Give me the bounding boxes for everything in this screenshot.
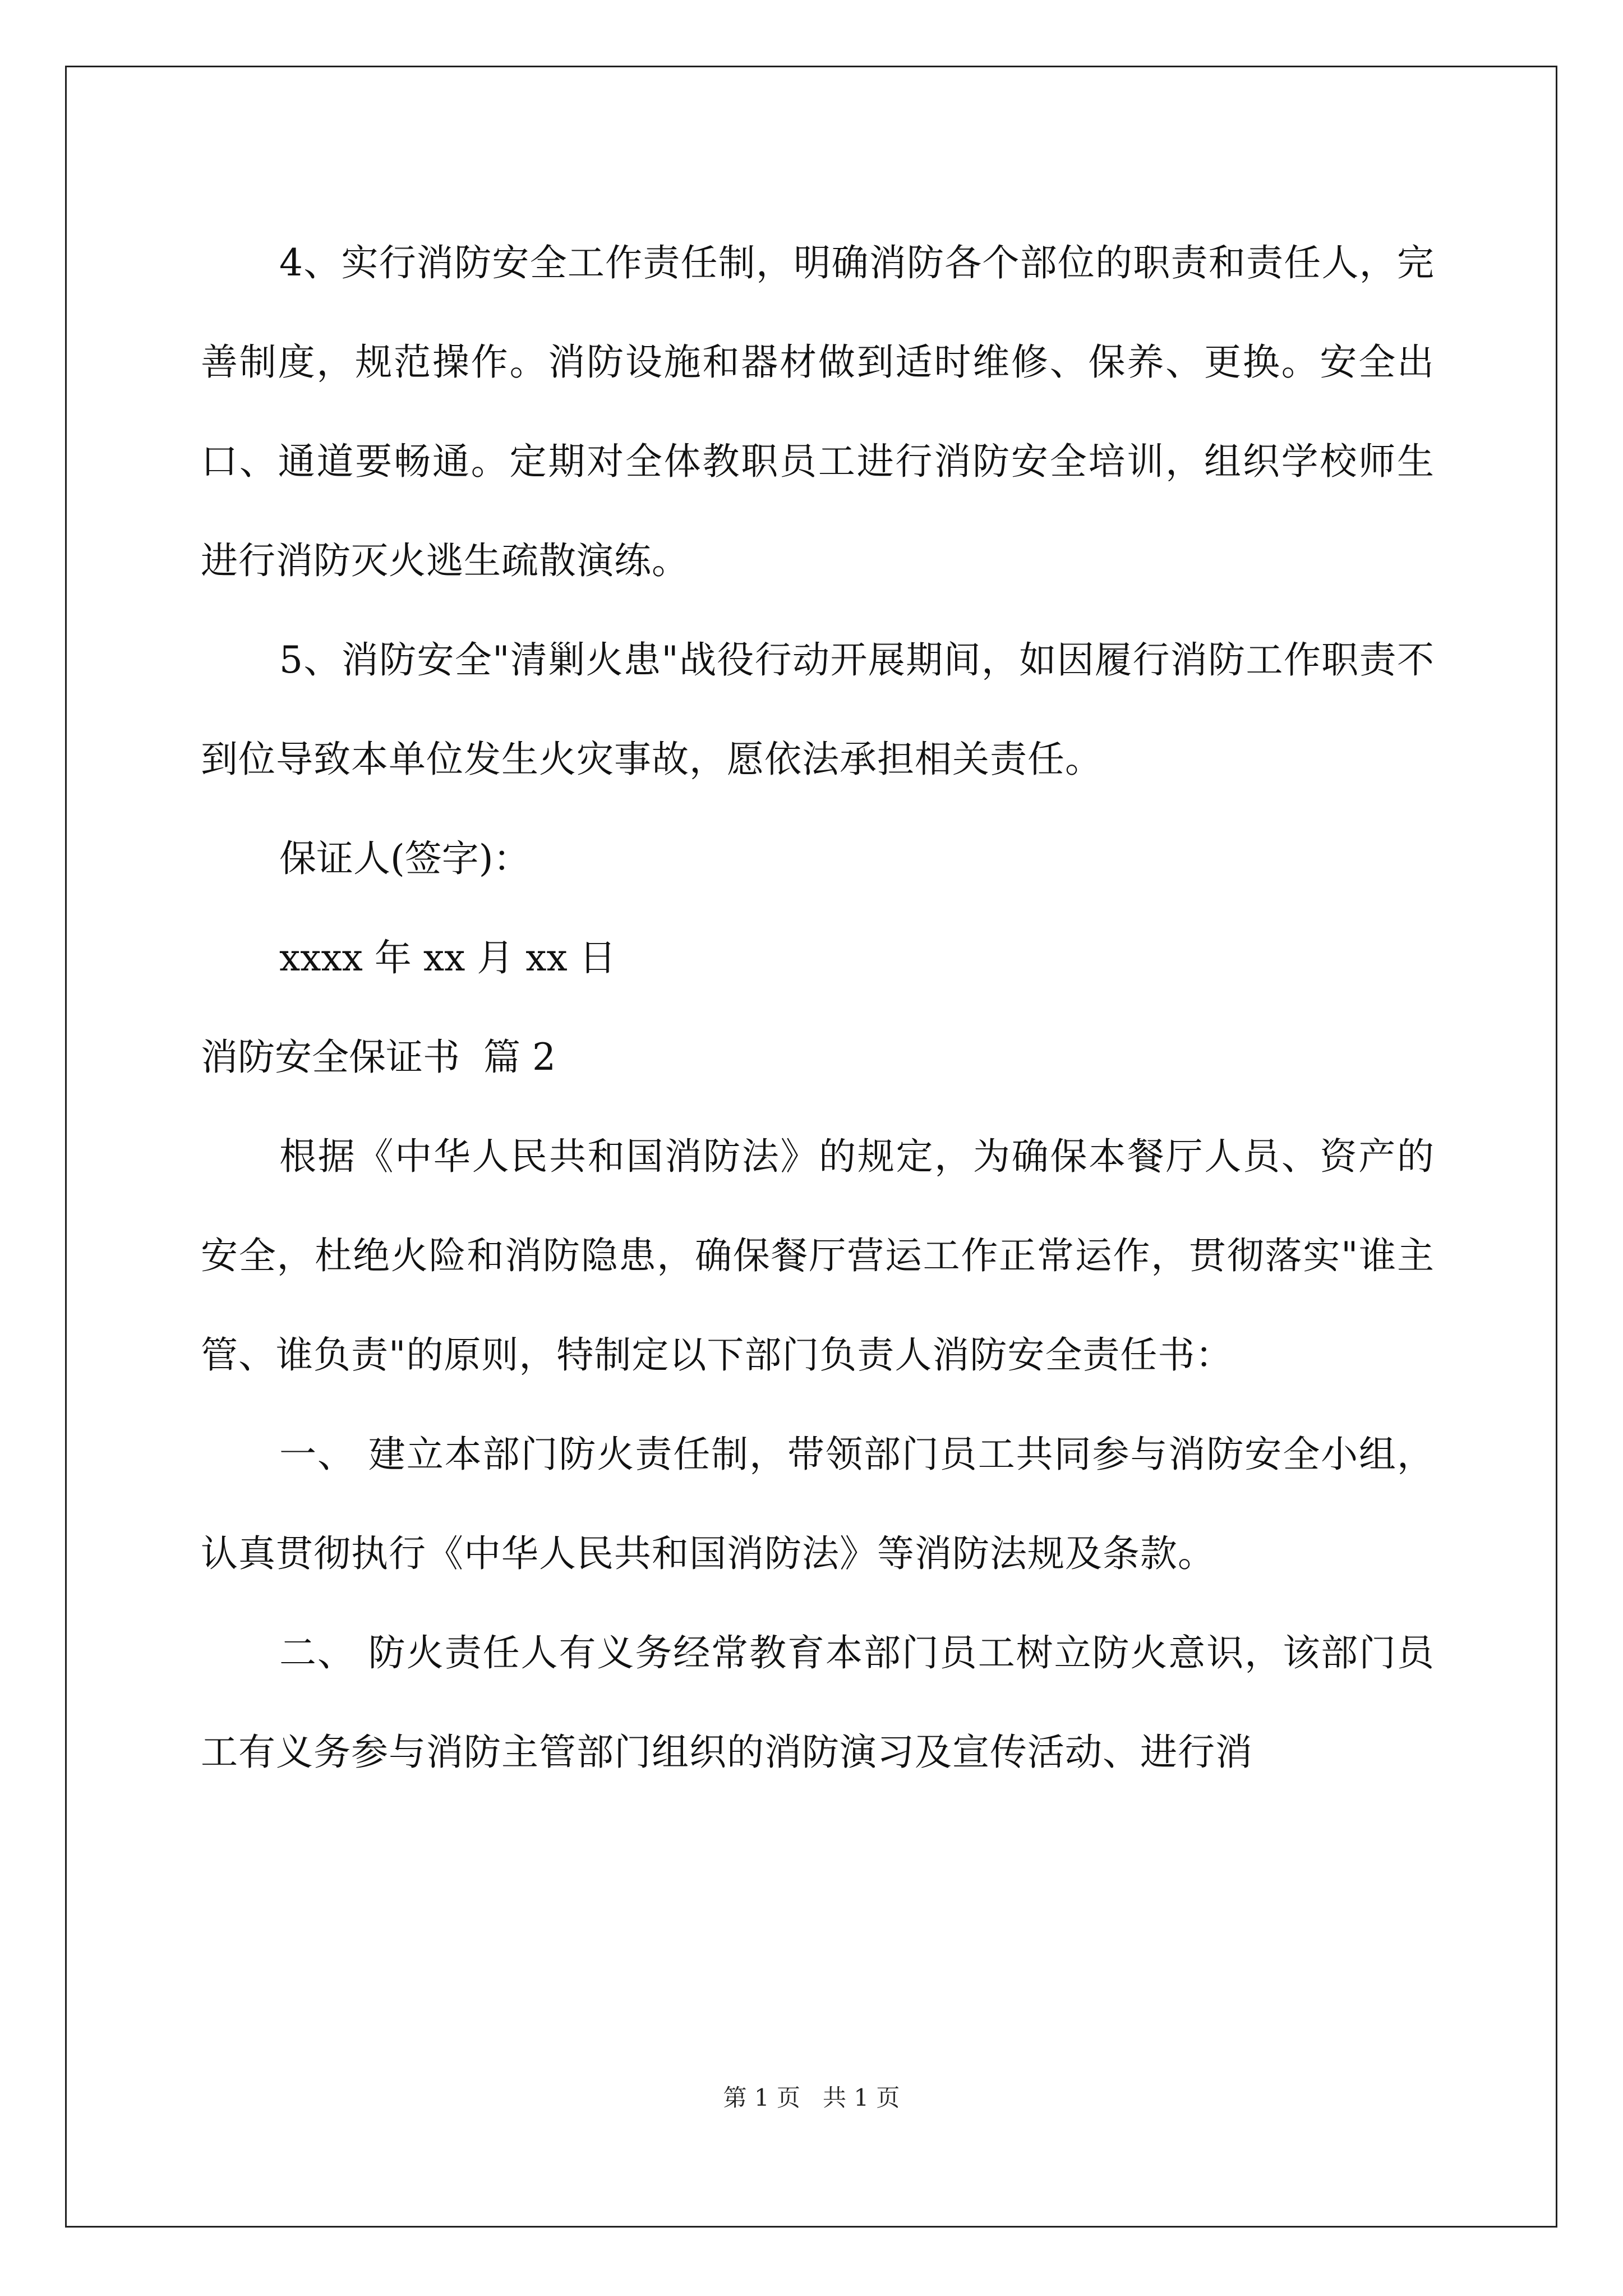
page-number: 第 1 页	[723, 2084, 800, 2111]
paragraph-item-4: 4、实行消防安全工作责任制，明确消防各个部位的职责和责任人，完善制度，规范操作。消防设施和器材做到适时维修、保养、更换。安全出口、通道要畅通。定期对全体教职员工进行消防安全培训，组织学校师生进行消防灭火逃生疏散演练。	[201, 241, 1435, 582]
section-intro-paragraph: 根据《中华人民共和国消防法》的规定，为确保本餐厅人员、资产的安全，杜绝火险和消防隐患，确保餐厅营运工作正常运作，贯彻落实"谁主管、谁负责"的原则，特制定以下部门负责人消防安全责任书：	[201, 1135, 1435, 1377]
clause-two: 二、 防火责任人有义务经常教育本部门员工树立防火意识，该部门员工有义务参与消防主管部门组织的消防演习及宣传活动、进行消	[201, 1631, 1435, 1774]
guarantor-signature-line: 保证人(签字)：	[279, 837, 531, 880]
date-line: xxxx 年 xx 月 xx 日	[279, 936, 616, 979]
paragraph-item-5: 5、消防安全"清剿火患"战役行动开展期间，如因履行消防工作职责不到位导致本单位发生火灾事故，愿依法承担相关责任。	[201, 638, 1435, 781]
page-footer	[0, 2081, 1623, 2115]
section-title: 消防安全保证书 篇 2	[201, 1036, 556, 1079]
page-total: 共 1 页	[823, 2084, 900, 2111]
clause-one: 一、 建立本部门防火责任制，带领部门员工共同参与消防安全小组，认真贯彻执行《中华人民共和国消防法》等消防法规及条款。	[201, 1433, 1435, 1575]
document-body	[201, 213, 1435, 1802]
